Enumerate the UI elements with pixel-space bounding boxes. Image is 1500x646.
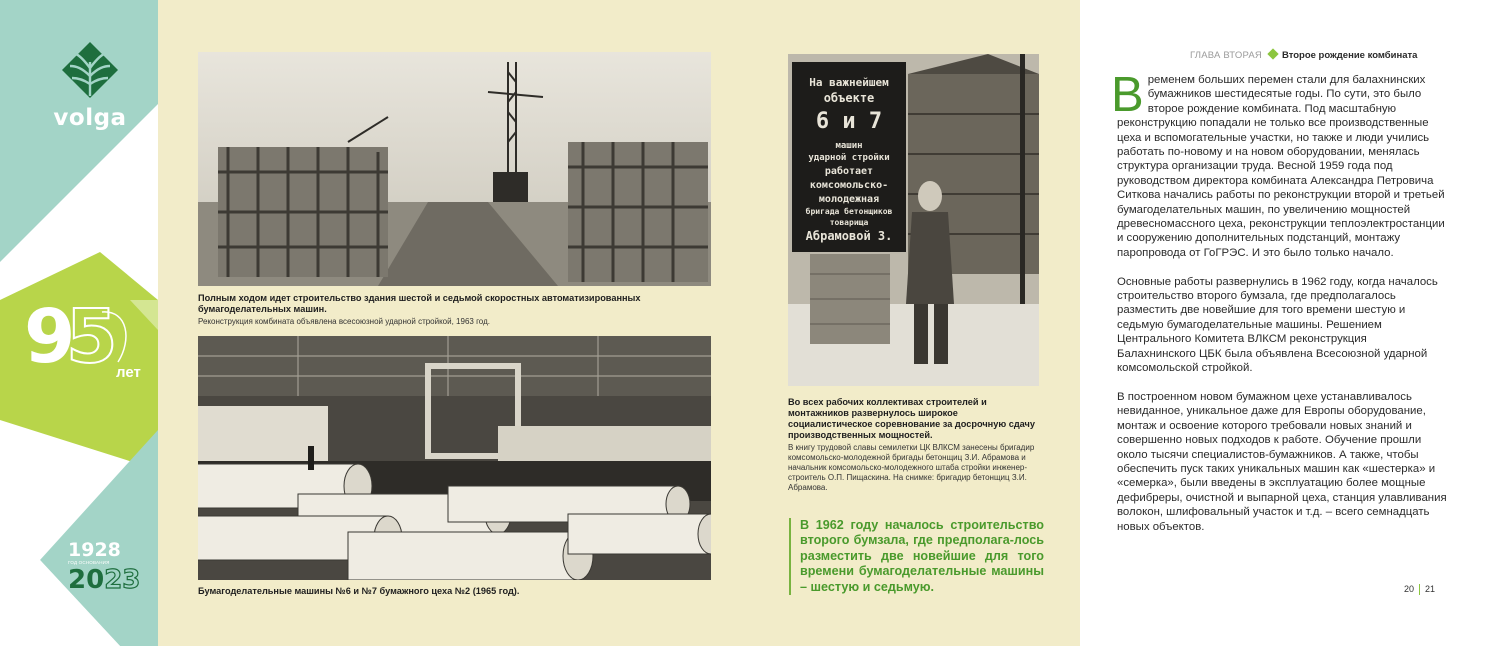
sign-line-4: машин (835, 141, 863, 151)
brand-strip (0, 0, 158, 646)
anniversary-five: 5 (66, 294, 118, 380)
logo (50, 40, 130, 131)
page-numbers (1404, 584, 1435, 595)
sign-line-5: ударной стройки (808, 153, 890, 163)
logo-leaf-icon (60, 40, 120, 98)
year-start: 1928 (68, 539, 121, 561)
photo-brigade-caption: Во всех рабочих коллективах строителей и монтажников развернулось широкое социалистическое соревнование за досрочную сдачу производственных мощностей. (788, 397, 1035, 440)
photo-brigade-leader (788, 54, 1039, 386)
sign-line-2: объекте (823, 91, 875, 105)
article-paragraph-1: Временем больших перемен стали для балахнинских бумажников шестидесятые годы. По сути, это было второе рождение комбината. Под масштабную реконструкцию попадали не только все производственные цеха и вспомогательные участки, но также и люди учились работать по-новому и на новом оборудовании, менялась структура организации труда. Весной 1959 года под руководством директора комбината Александра Петровича Ситкова начались работы по реконструкции второй и третьей бумагоделательных машин, по увеличению мощностей древесномассного цеха, реконструкции теплоэлектростанции и сооружению дополнительных подстанций, монтажу паропровода от ГоГРЭС. И это было только начало. (1111, 68, 1445, 259)
sign-line-9: бригада бетонщиков (805, 207, 893, 216)
photo-construction-caption: Полным ходом идет строительство здания шестой и седьмой скоростных автоматизированных бумагоделательных машин. (198, 293, 641, 314)
year-start-caption: ГОД ОСНОВАНИЯ (68, 560, 110, 565)
page-number-right: 21 (1425, 584, 1436, 594)
page-number-left: 20 (1404, 584, 1415, 594)
sign-line-10: товарища (829, 218, 869, 227)
page-separator (1419, 584, 1420, 595)
anniversary-label: лет (116, 364, 141, 381)
photo-brigade-subcaption: В книгу трудовой славы семилетки ЦК ВЛКСМ занесены бригадир комсомольско-молодежной бригады бетонщиц З.И. Абрамова и начальник комсомольско-молодежного штаба стройки инженер-строитель О.П. Пищаскина. На снимке: бригадир бетонщиц З.И. Абрамова. (788, 443, 1035, 492)
years-block (68, 540, 158, 594)
logo-text: volga (53, 105, 127, 131)
year-end: 2023 (68, 565, 141, 595)
photo-construction (198, 52, 711, 286)
anniversary-nine: 9 (24, 294, 76, 380)
chapter-title: Второе рождение комбината (1281, 50, 1418, 61)
sign-line-3: 6 и 7 (815, 109, 883, 134)
article-paragraph-2: Основные работы развернулись в 1962 году, когда началось строительство второго бумзала, где предполагалось разместить две новейшие для того времени шестую и седьмую бумагоделательные машины. Решением Центрального Комитета ВЛКСМ реконструкция Балахнинского ЦБК была объявлена Всесоюзной ударной комсомольской стройкой. (1117, 275, 1438, 375)
chapter-header (1190, 50, 1417, 61)
photo-paper-machines-caption: Бумагоделательные машины №6 и №7 бумажного цеха №2 (1965 год). (198, 586, 520, 596)
sign-line-7: комсомольско- (809, 180, 889, 191)
chapter-label: ГЛАВА ВТОРАЯ (1190, 50, 1262, 61)
article-body (1111, 68, 1447, 548)
photo-construction-subcaption: Реконструкция комбината объявлена всесоюзной ударной стройкой, 1963 год. (198, 317, 490, 326)
pull-quote-text: В 1962 году началось строительство второго бумзала, где предполага-лось разместить две новейшие для того времени бумагоделательные машины – шестую и седьмую. (800, 518, 1044, 594)
left-page (158, 0, 1080, 646)
drop-cap: В (1111, 68, 1144, 122)
article-paragraph-3: В построенном новом бумажном цехе устанавливалось невиданное, уникальное даже для Европы оборудование, монтаж и освоение которого требовали новых знаний и совершенно новых подходов к работе. Обучение прошли около тысячи специалистов-бумажников. А также, чтобы обеспечить пуск таких уникальных машин как «шестерка» и «семерка», были введены в эксплуатацию более мощные дефибреры, очистной и выпарной цеха, станция улавливания волокон, шлифовальный участок и т.д. – всего семнадцать новых объектов. (1117, 390, 1447, 533)
sign-line-8: молодежная (818, 194, 880, 205)
photo-paper-machines (198, 336, 711, 580)
anniversary-badge (24, 294, 154, 400)
diamond-icon (1267, 48, 1278, 59)
sign-line-6: работает (824, 166, 874, 177)
sign-line-11: Абрамовой З. (805, 229, 893, 243)
pull-quote (789, 518, 1044, 595)
sign-line-1: На важнейшем (809, 76, 889, 89)
